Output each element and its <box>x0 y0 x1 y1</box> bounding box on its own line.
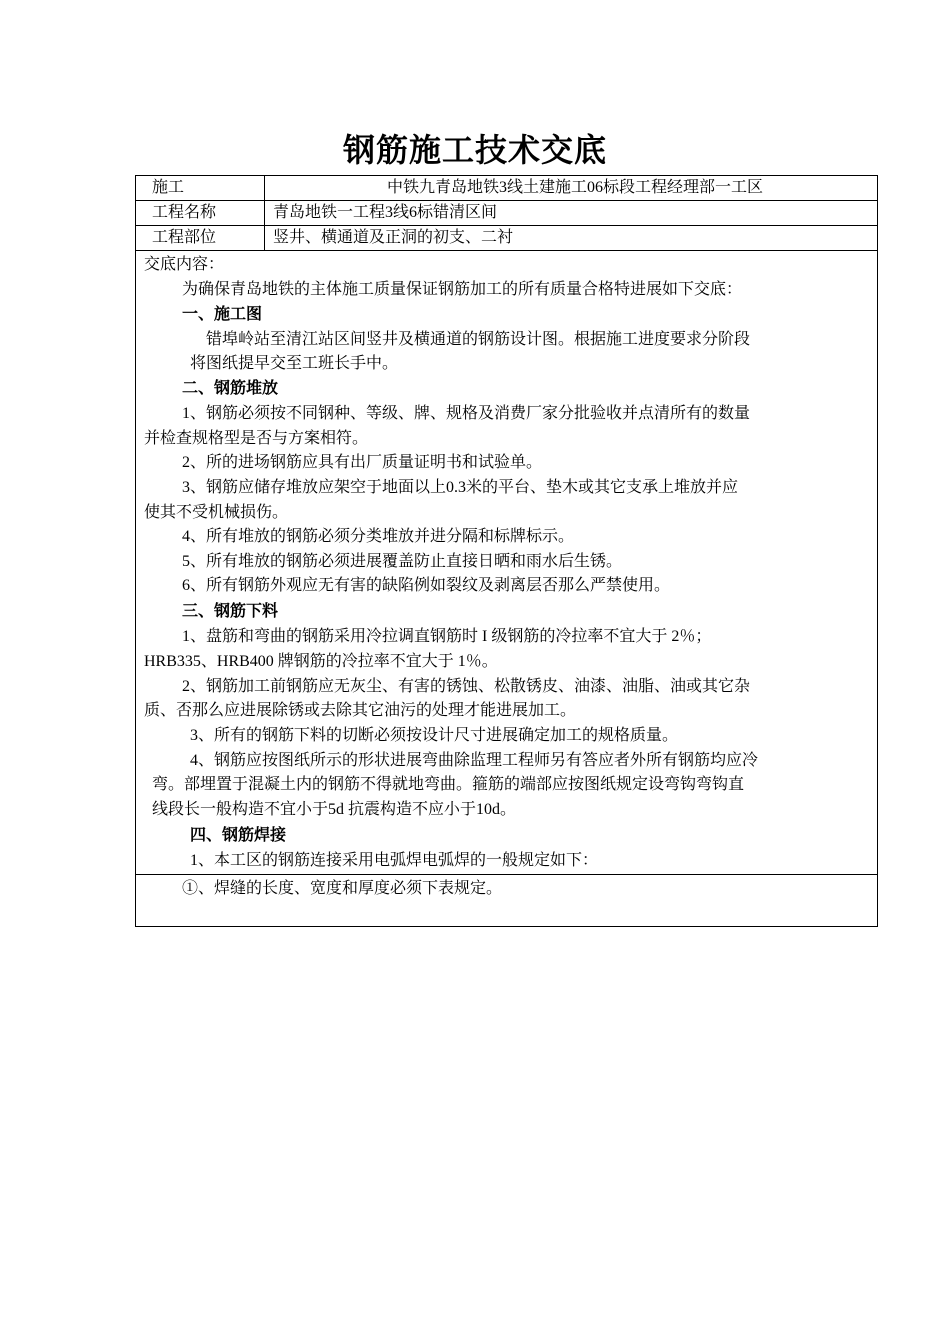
section-2-item: 3、钢筋应储存堆放应架空于地面以上0.3米的平台、垫木或其它支承上堆放并应 <box>182 479 739 496</box>
section-2-item: 5、所有堆放的钢筋必须进展覆盖防止直接日晒和雨水后生锈。 <box>182 553 623 570</box>
table-row <box>136 176 878 201</box>
value-construction: 中铁九青岛地铁3线土建施工06标段工程经理部一工区 <box>265 176 878 201</box>
section-1-text: 错埠岭站至清江站区间竖井及横通道的钢筋设计图。根据施工进度要求分阶段 <box>206 331 751 348</box>
label-project-part: 工程部位 <box>136 226 265 251</box>
section-3-title: 三、钢筋下料 <box>182 603 279 620</box>
section-3-item: HRB335、HRB400 牌钢筋的冷拉率不宜大于 1％。 <box>144 653 498 670</box>
intro-paragraph: 为确保青岛地铁的主体施工质量保证钢筋加工的所有质量合格特进展如下交底： <box>182 281 743 298</box>
section-3-item: 2、钢筋加工前钢筋应无灰尘、有害的锈蚀、松散锈皮、油漆、油脂、油或其它杂 <box>182 678 751 695</box>
document-title: 钢筋施工技术交底 <box>342 132 607 168</box>
table-row <box>136 201 878 226</box>
section-2-title: 二、钢筋堆放 <box>182 380 279 397</box>
table-row <box>136 226 878 251</box>
section-4-item: 1、本工区的钢筋连接采用电弧焊电弧焊的一般规定如下： <box>190 852 599 869</box>
content-box <box>135 250 878 927</box>
section-1-text: 将图纸提早交至工班长手中。 <box>190 355 399 372</box>
section-1-title: 一、施工图 <box>182 306 263 323</box>
section-2-item: 2、所的进场钢筋应具有出厂质量证明书和试验单。 <box>182 454 543 471</box>
divider <box>136 874 877 875</box>
section-4-item: ①、焊缝的长度、宽度和厚度必须下表规定。 <box>182 880 503 897</box>
section-2-item: 并检查规格型是否与方案相符。 <box>144 430 369 447</box>
section-4-title: 四、钢筋焊接 <box>190 827 287 844</box>
info-table <box>135 175 878 251</box>
label-project-name: 工程名称 <box>136 201 265 226</box>
section-3-item: 4、钢筋应按图纸所示的形状进展弯曲除监理工程师另有答应者外所有钢筋均应冷 <box>190 752 759 769</box>
section-3-item: 1、盘筋和弯曲的钢筋采用冷拉调直钢筋时 I 级钢筋的冷拉率不宜大于 2％； <box>182 628 712 645</box>
section-3-item: 3、所有的钢筋下料的切断必须按设计尺寸进展确定加工的规格质量。 <box>190 727 679 744</box>
section-2-item: 4、所有堆放的钢筋必须分类堆放并进分隔和标牌标示。 <box>182 528 575 545</box>
section-2-item: 1、钢筋必须按不同钢种、等级、牌、规格及消费厂家分批验收并点清所有的数量 <box>182 405 751 422</box>
section-2-item: 6、所有钢筋外观应无有害的缺陷例如裂纹及剥离层否那么严禁使用。 <box>182 577 671 594</box>
section-3-item: 弯。部埋置于混凝土内的钢筋不得就地弯曲。箍筋的端部应按图纸规定设弯钩弯钩直 <box>152 776 745 793</box>
value-project-name: 青岛地铁一工程3线6标错清区间 <box>265 201 878 226</box>
label-construction: 施工 <box>136 176 265 201</box>
section-3-item: 线段长一般构造不宜小于5d 抗震构造不应小于10d。 <box>152 801 517 818</box>
value-project-part: 竖井、横通道及正洞的初支、二衬 <box>265 226 878 251</box>
content-heading: 交底内容： <box>144 256 225 273</box>
section-2-item: 使其不受机械损伤。 <box>144 504 289 521</box>
section-3-item: 质、否那么应进展除锈或去除其它油污的处理才能进展加工。 <box>144 702 577 719</box>
